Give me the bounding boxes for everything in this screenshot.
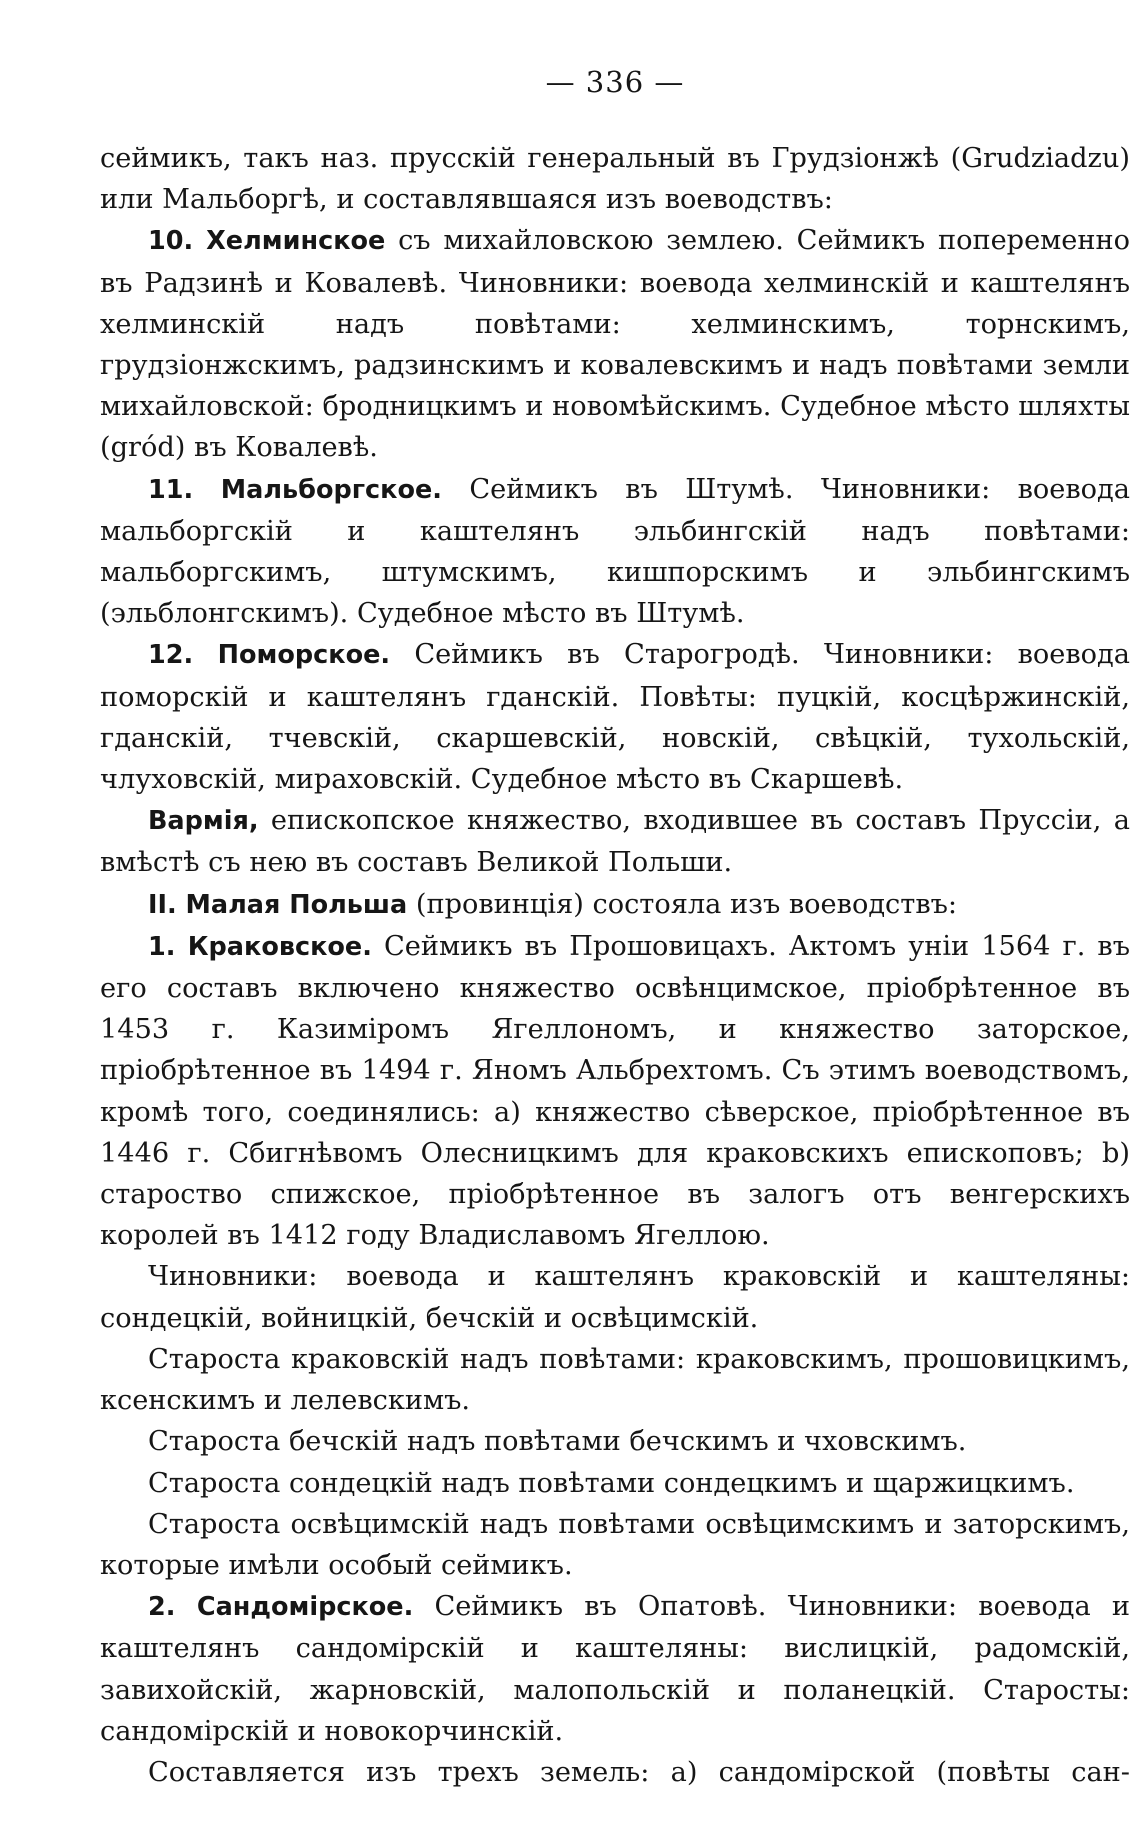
paragraph-text: Староста краковскій надъ повѣтами: краковскимъ, прошовицкимъ, ксенскимъ и лелевскимъ.	[100, 1343, 1130, 1417]
document-page	[100, 60, 1130, 1793]
paragraph-malborgskoe	[100, 469, 1130, 635]
paragraph-sandomirskoe	[100, 1586, 1130, 1752]
paragraph-text: Староста бечскій надъ повѣтами бечскимъ и чховскимъ.	[148, 1426, 967, 1458]
section-heading: 11. Мальборгское.	[148, 474, 442, 505]
paragraph-sostavlyaetsya	[100, 1752, 1130, 1793]
paragraph-text: епископское княжество, входившее въ составъ Пруссіи, а вмѣстѣ съ нею въ составъ Великой Польши.	[100, 805, 1130, 879]
paragraph-text: (провинція) состояла изъ воеводствъ:	[407, 888, 958, 920]
paragraph-continuation	[100, 138, 1130, 220]
paragraph-starosta-krakovskiy	[100, 1339, 1130, 1421]
paragraph-starosta-sondetskiy	[100, 1463, 1130, 1504]
paragraph-text: Сеймикъ въ Прошовицахъ. Актомъ уніи 1564 г. въ его составъ включено княжество освѣнцимское, пріобрѣтенное въ 1453 г. Казиміромъ Ягеллономъ, и княжество заторское, пріобрѣтенное въ 1494 г. Яномъ Альбрехтомъ. Съ этимъ воеводствомъ, кромѣ того, соединялись: a) княжество сѣверское, пріобрѣтенное въ 1446 г. Сбигнѣвомъ Олесницкимъ для краковскихъ епископовъ; b) староство спижское, пріобрѣтенное въ залогъ отъ венгерскихъ королей въ 1412 году Владиславомъ Ягеллою.	[100, 930, 1130, 1252]
paragraph-krakovskoe	[100, 926, 1130, 1257]
paragraph-starosta-osvetsimskiy	[100, 1504, 1130, 1586]
paragraph-text: Староста сондецкій надъ повѣтами сондецкимъ и щаржицкимъ.	[148, 1467, 1075, 1499]
paragraph-text: Сеймикъ въ Старогродѣ. Чиновники: воевода поморскій и каштелянъ гданскій. Повѣты: пуцкій, косцѣржинскій, гданскій, тчевскій, скаршевскій, новскій, свѣцкій, тухольскій, члуховскій, мираховскій. Судебное мѣсто въ Скаршевѣ.	[100, 639, 1130, 796]
paragraph-text: Староста освѣцимскій надъ повѣтами освѣцимскимъ и заторскимъ, которые имѣли особый сеймикъ.	[100, 1508, 1130, 1581]
section-heading: 2. Сандомірское.	[148, 1592, 414, 1623]
paragraph-text: Составляется изъ трехъ земель: a) сандомірской (повѣты сан-	[148, 1756, 1130, 1788]
paragraph-pomorskoe	[100, 634, 1130, 800]
page-number: — 336 —	[545, 65, 685, 99]
paragraph-text: Сеймикъ въ Штумѣ. Чиновники: воевода мальборгскій и каштелянъ эльбингскій надъ повѣтами: мальборгскимъ, штумскимъ, кишпорскимъ и эльбингскимъ (эльблонгскимъ). Судебное мѣсто въ Штумѣ.	[100, 473, 1131, 630]
paragraph-chinovniki	[100, 1256, 1130, 1338]
paragraph-text: сеймикъ, такъ наз. прусскій генеральный въ Грудзіонжѣ (Grudziadzu) или Мальборгѣ, и составлявшаяся изъ воеводствъ:	[100, 143, 1130, 216]
section-heading: Вармія,	[148, 806, 259, 837]
section-heading: 12. Поморское.	[148, 640, 391, 671]
body-text	[100, 138, 1130, 1793]
section-heading: II. Малая Польша	[148, 889, 408, 920]
section-heading: 10. Хелминское	[148, 226, 386, 257]
paragraph-text: Чиновники: воевода и каштелянъ краковскій и каштеляны: сондецкій, войницкій, бечскій и освѣцимскій.	[100, 1261, 1130, 1334]
paragraph-text: Сеймикъ въ Опатовѣ. Чиновники: воевода и каштелянъ сандомірскій и каштеляны: вислицкій, радомскій, завихойскій, жарновскій, малопольскій и поланецкій. Старосты: сандомірскій и новокорчинскій.	[100, 1591, 1130, 1747]
paragraph-malaya-polsha	[100, 884, 1130, 926]
section-heading: 1. Краковское.	[148, 931, 372, 962]
paragraph-text: съ михайловскою землею. Сеймикъ попеременно въ Радзинѣ и Ковалевѣ. Чиновники: воевода хелминскій и каштелянъ хелминскій надъ повѣтами: хелминскимъ, торнскимъ, грудзіонжскимъ, радзинскимъ и ковалевскимъ и надъ повѣтами земли михайловской: бродницкимъ и новомѣйскимъ. Судебное мѣсто шляхты (gród) въ Ковалевѣ.	[100, 225, 1130, 464]
paragraph-helminskoe	[100, 220, 1130, 468]
paragraph-starosta-bechskiy	[100, 1421, 1130, 1462]
paragraph-varmia	[100, 800, 1130, 883]
